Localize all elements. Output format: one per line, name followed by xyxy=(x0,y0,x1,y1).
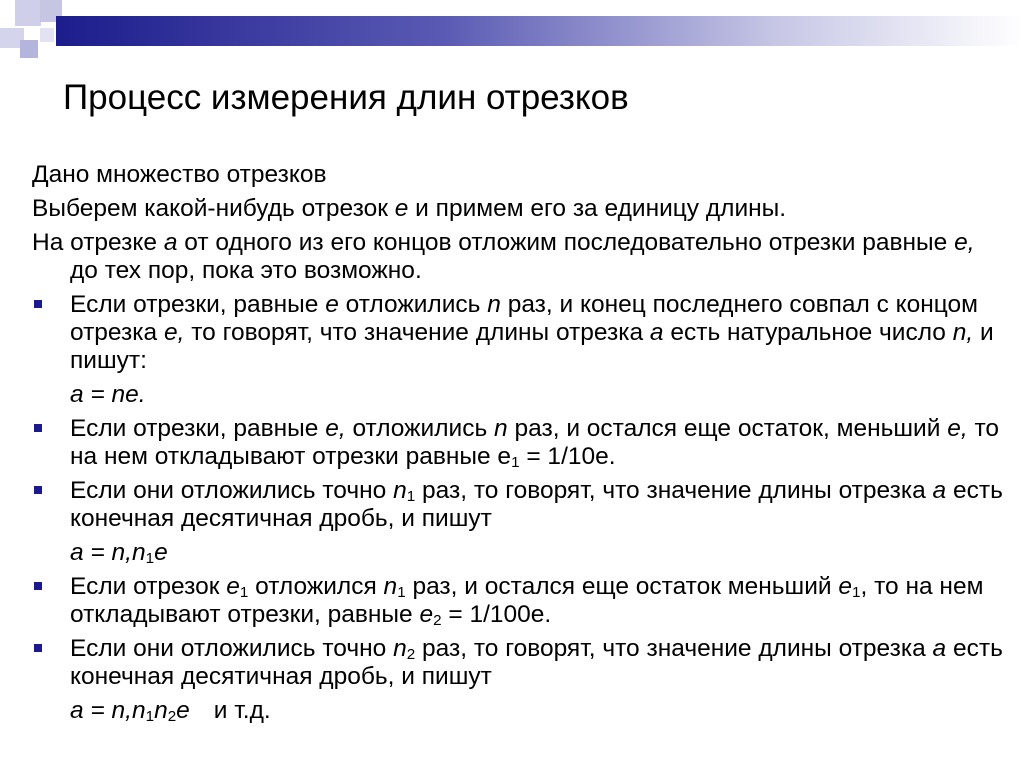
bullet-item: Если они отложились точно $n_2$ раз, то говорят, что значение длины отрезка a есть конечная десятичная дробь, и пишут xyxy=(32,635,1007,691)
bullet-square-icon xyxy=(34,300,42,308)
formula: a = ne. xyxy=(70,381,146,408)
decor-square xyxy=(20,40,38,58)
bullet-square-icon xyxy=(34,644,42,652)
intro-line: Дано множество отрезков xyxy=(32,161,327,188)
formula: $a = n,n_1n_2e$ и т.д. xyxy=(70,697,271,726)
formula: $a = n,n_1e$ xyxy=(70,539,168,568)
intro-line: На отрезке a от одного из его концов отложим последовательно отрезки равные e, до тех пор, пока это возможно. xyxy=(32,229,975,284)
bullet-square-icon xyxy=(34,424,42,432)
decor-square xyxy=(15,0,41,26)
bullet-square-icon xyxy=(34,582,42,590)
decor-square xyxy=(40,28,54,42)
bullet-item: Если отрезки, равные e отложились n раз, и конец последнего совпал с концом отрезка e, то говорят, что значение длины отрезка a есть натуральное число n, и пишут: xyxy=(32,291,1007,375)
bullet-item: Если отрезок $e_1$ отложился $n_1$ раз, и остался еще остаток меньший $e_1$, то на нем откладывают отрезки, равные $e_2 = 1/100е$. xyxy=(32,573,1007,629)
bullet-item: Если отрезки, равные e, отложились n раз, и остался еще остаток, меньший e, то на нем откладывают отрезки равные $е_1 = 1/10е$. xyxy=(32,415,1007,471)
header-gradient-bar xyxy=(56,16,1024,46)
slide-body xyxy=(32,161,1007,731)
bullet-square-icon xyxy=(34,486,42,494)
slide-title: Процесс измерения длин отрезков xyxy=(63,78,629,117)
bullet-item: Если они отложились точно $n_1$ раз, то говорят, что значение длины отрезка a есть конечная десятичная дробь, и пишут xyxy=(32,477,1007,533)
intro-line: Выберем какой-нибудь отрезок e и примем его за единицу длины. xyxy=(32,195,787,222)
